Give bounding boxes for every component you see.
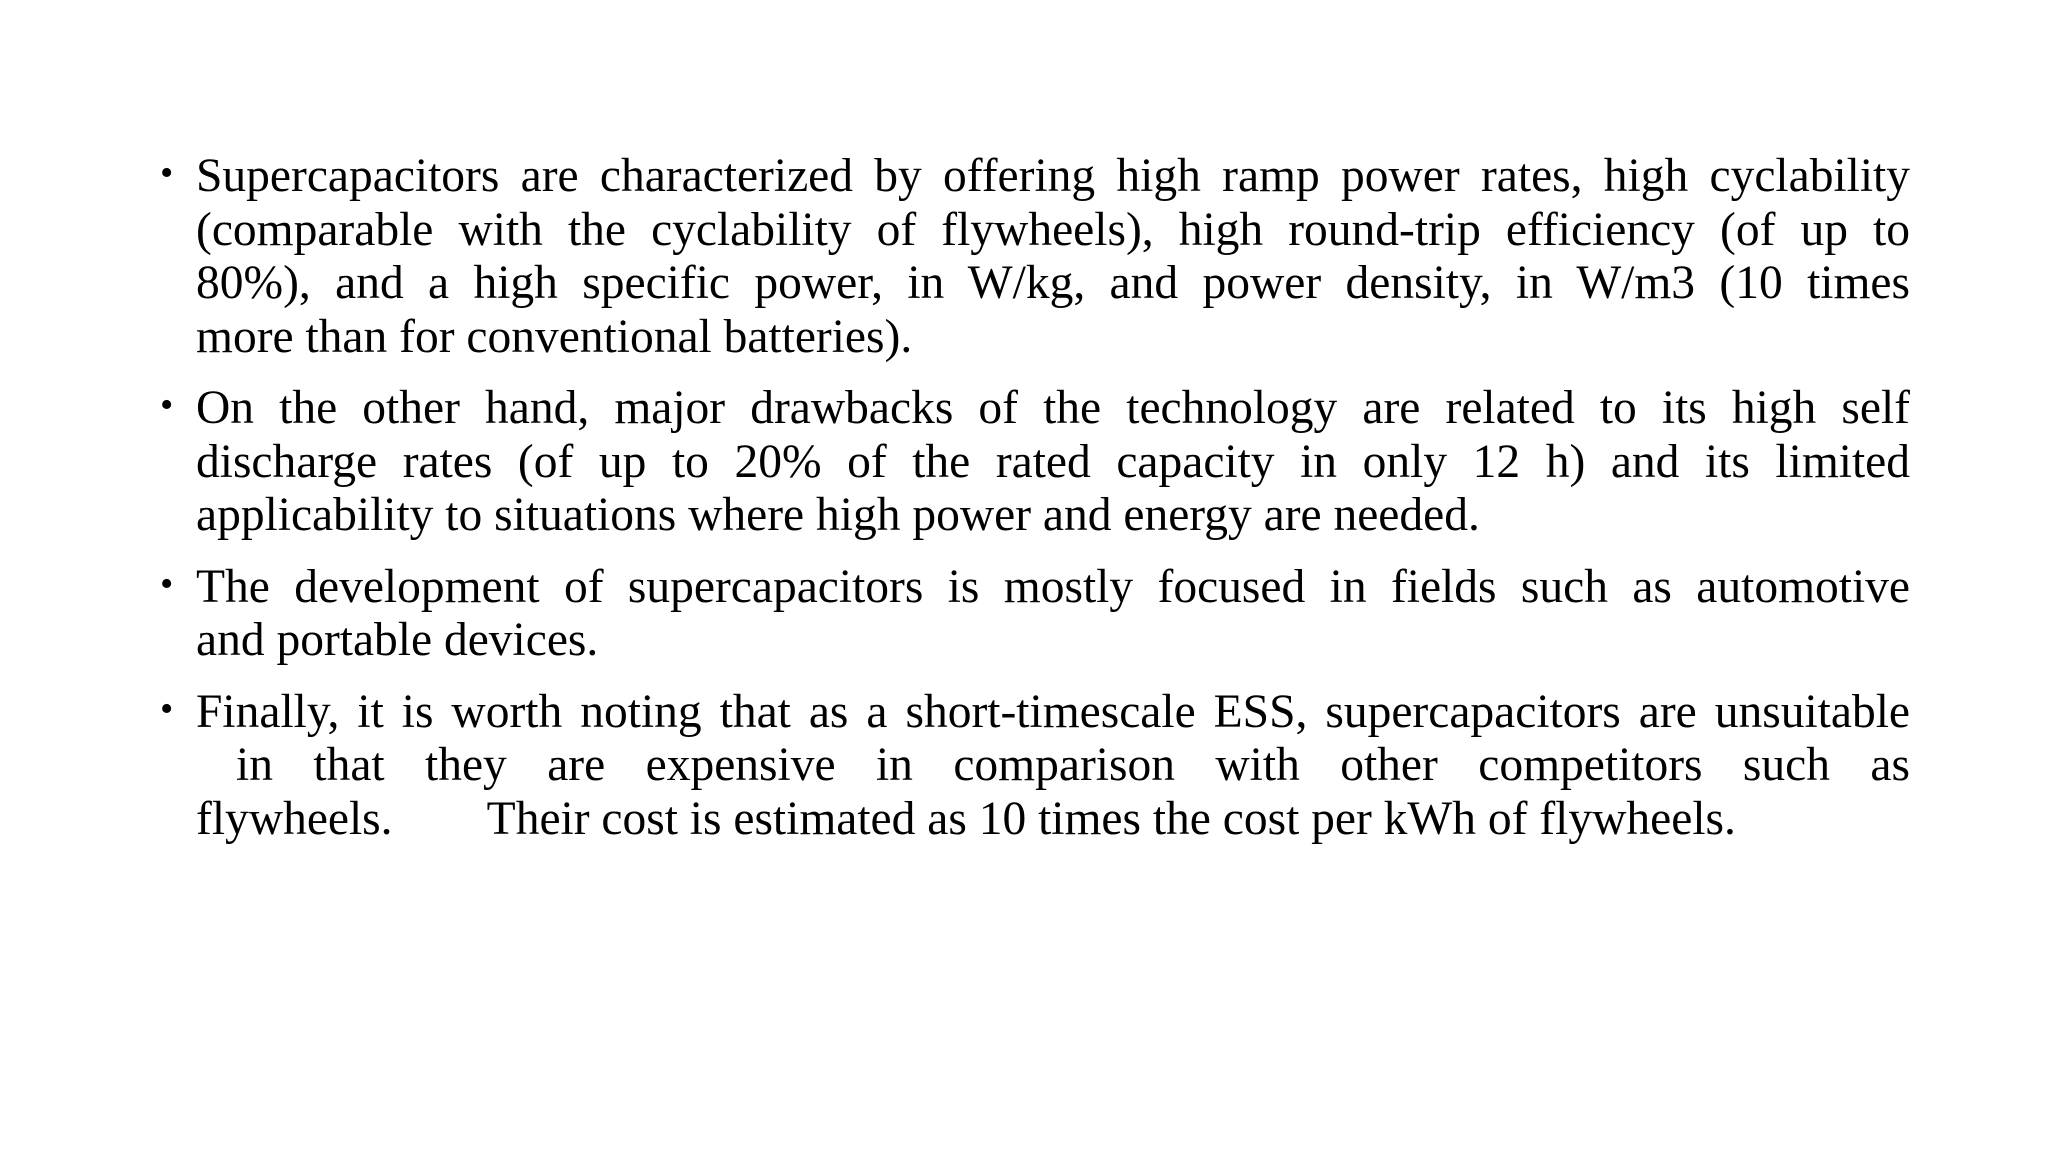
bullet-item-1	[160, 150, 1910, 364]
text-line: more than for conventional batteries).	[196, 310, 913, 363]
slide-content	[160, 150, 1910, 864]
bullet-icon: •	[160, 562, 174, 605]
bullet-text	[196, 382, 1910, 543]
bullet-item-3	[160, 561, 1910, 668]
bullet-icon: •	[160, 152, 174, 194]
bullet-list	[160, 150, 1910, 846]
bullet-text	[196, 686, 1910, 847]
bullet-item-2	[160, 382, 1910, 543]
text-line: applicability to situations where high power and energy are needed.	[196, 489, 1480, 541]
bullet-icon: •	[160, 687, 174, 730]
text-line: discharge rates (of up to 20% of the rated capacity in only 12 h) and its limited	[196, 435, 1910, 488]
text-line: and portable devices.	[196, 614, 599, 666]
bullet-item-4	[160, 686, 1910, 847]
bullet-icon: •	[160, 384, 174, 426]
text-line: Finally, it is worth noting that as a short-timescale ESS, supercapacitors are unsuitable	[196, 685, 1910, 738]
bullet-text	[196, 150, 1910, 364]
text-line: Supercapacitors are characterized by offering high ramp power rates, high cyclability	[196, 150, 1910, 202]
bullet-text	[196, 561, 1910, 668]
text-line: 80%), and a high specific power, in W/kg, and power density, in W/m3 (10 times	[196, 257, 1910, 309]
text-line: in that they are expensive in comparison with other competitors such as	[236, 739, 1910, 791]
text-line: flywheels. Their cost is estimated as 10 times the cost per kWh of flywheels.	[196, 792, 1736, 845]
text-line: The development of supercapacitors is mostly focused in fields such as automotive	[196, 560, 1910, 613]
text-line: On the other hand, major drawbacks of the technology are related to its high self	[196, 382, 1910, 434]
text-line: (comparable with the cyclability of flywheels), high round-trip efficiency (of up to	[196, 203, 1910, 256]
